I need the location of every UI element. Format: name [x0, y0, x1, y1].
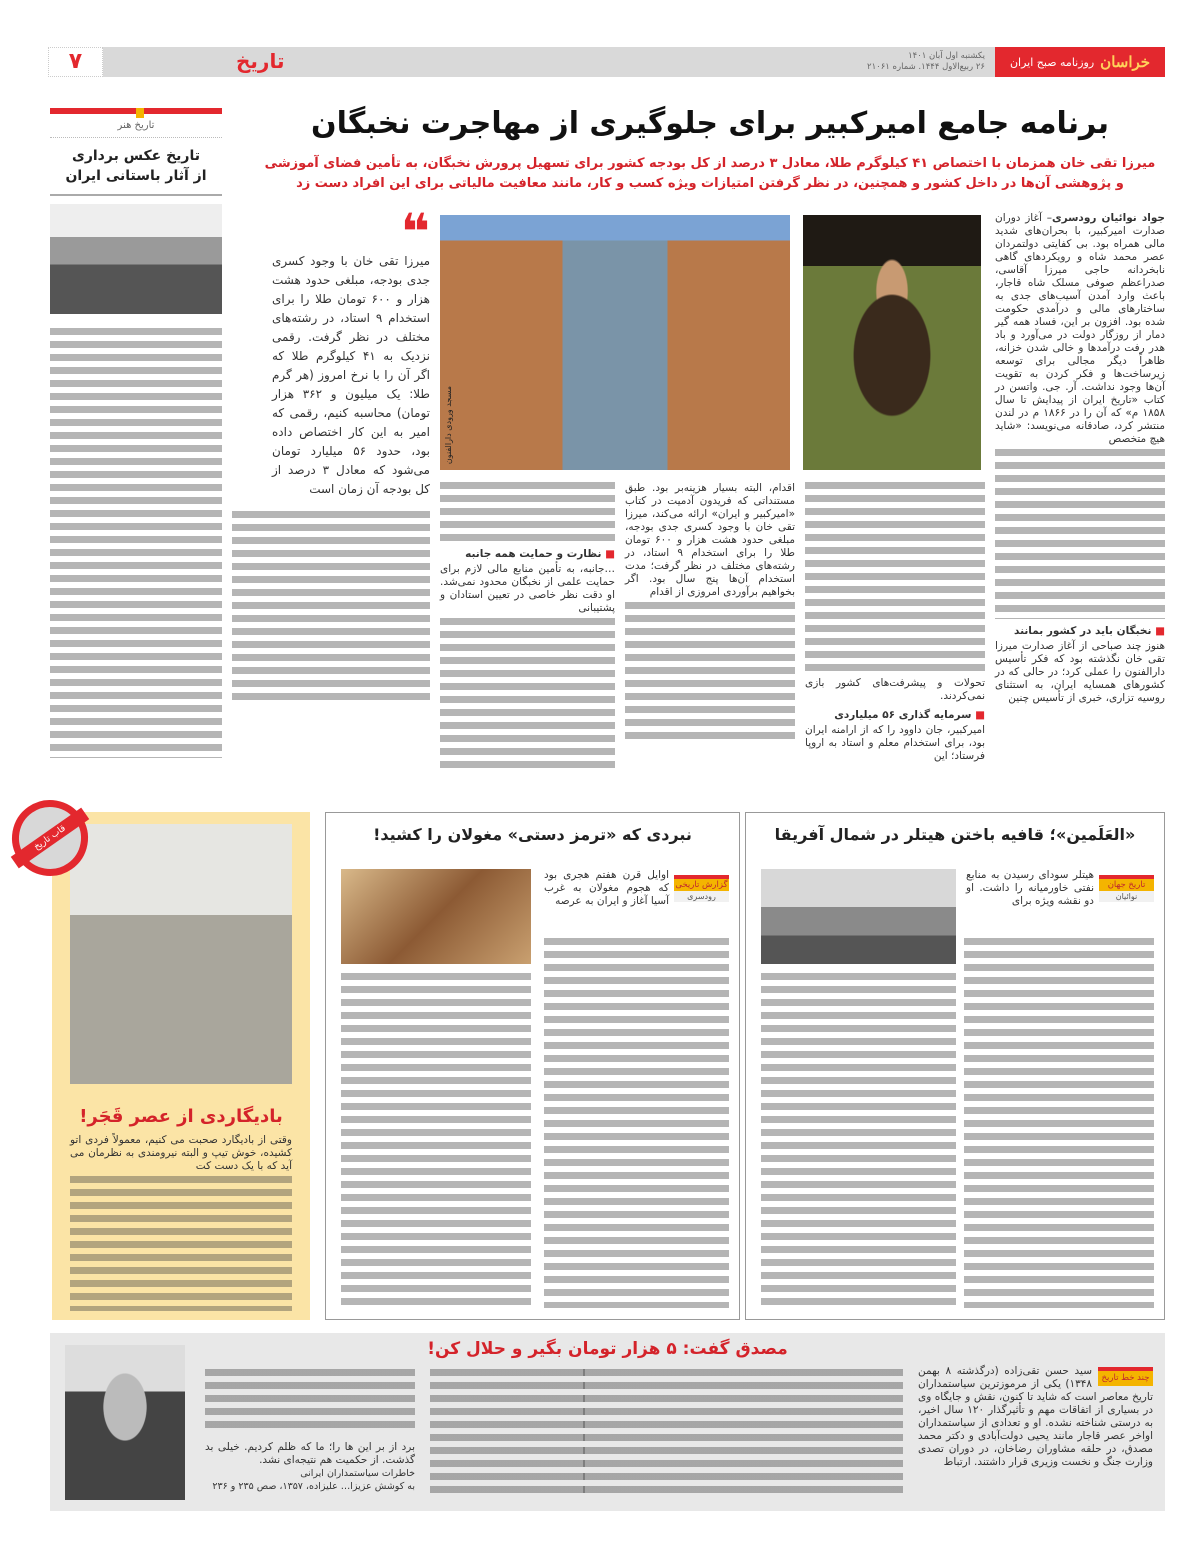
column-text-continued: [995, 449, 1165, 619]
battle-photo: [761, 869, 956, 964]
sidebar-body-text: [50, 328, 222, 758]
section-tag: [674, 875, 729, 902]
left-main-column: [232, 203, 430, 701]
article-body-text: [964, 938, 1154, 1308]
brand-block: [995, 47, 1165, 77]
column-text: امیرکبیر، جان داوود را که از ارامنه ایران بود، برای استخدام معلم و استاد به اروپا فرستاد؛ این: [805, 724, 985, 762]
main-headline: برنامه جامع امیرکبیر برای جلوگیری از مهاجرت نخبگان: [311, 106, 1109, 141]
pull-quote: [272, 203, 430, 499]
page-number: ۷: [48, 47, 103, 77]
mossadegh-photo: [65, 1345, 185, 1500]
stamp-label: قاب تاریخ: [11, 808, 89, 869]
article-lead-text: وقتی از بادیگارد صحبت می کنیم، معمولاً فردی اتو کشیده، خوش تیپ و البته نیرومندی به نظرمان می آید که با یک دست کت: [70, 1134, 292, 1172]
article-column-5: [232, 511, 430, 701]
article-ending: [205, 1441, 415, 1493]
dateline: [867, 51, 985, 73]
article-title: بادیگاردی از عصر قَجَر!: [79, 1106, 283, 1127]
column-text: اقدام، البته بسیار هزینه‌بر بود. طبق مستنداتی که فریدون آدمیت در کتاب «امیرکبیر و ایران» ارائه می‌کند، میرزا تقی خان با وجود کسری جدی بودجه، مبلغی حدود هشت هزار و ۶۰۰ تومان طلا را برای استخدام ۹ استاد، در رشته‌های مختلف در نظر گرفت؛ مدت استخدام آن‌ها پنج سال بود. اگر بخواهیم برآوردی امروزی از اقدام: [625, 482, 796, 598]
subhead: ■ نخبگان باید در کشور بمانند: [995, 625, 1165, 638]
column-text: …جانبه، به تأمین منابع مالی لازم برای حمایت علمی از نخبگان محدود نمی‌شد. او دقت نظر خاصی در تعیین استادان و پشتیبانی: [440, 563, 615, 614]
article-body-text: [544, 938, 729, 1308]
sidebar-title: [50, 146, 222, 186]
section-tag: [1099, 875, 1154, 902]
tag-label: چند خط تاریخ: [1098, 1371, 1153, 1386]
issue-line: ۲۶ ربیع‌الاول ۱۴۴۴. شماره ۲۱۰۶۱: [867, 62, 985, 72]
article-lead-text: هیتلر سودای رسیدن به منابع نفتی خاورمیانه را داشت. او دو نقشه ویژه برای: [966, 869, 1094, 907]
article-title: مصدق گفت: ۵ هزار تومان بگیر و حلال کن!: [427, 1339, 788, 1359]
article-column-2: [805, 482, 985, 763]
quote-icon: ❝: [400, 203, 430, 261]
article-body-text: [341, 973, 531, 1308]
newspaper-logo: خراسان: [1100, 53, 1151, 71]
article-lead-text: اوایل قرن هفتم هجری بود که هجوم مغولان به غرب آسیا آغاز و ایران به عرصه: [544, 869, 669, 907]
tag-label: تاریخ جهان: [1099, 879, 1154, 891]
title-line: از آثار باستانی ایران: [65, 168, 207, 184]
article-title: «العَلَمین»؛ قافیه باختن هیتلر در شمال آفریقا: [774, 825, 1136, 844]
article-body-text: [70, 1176, 292, 1311]
article-lead-text: سید حسن تقی‌زاده (درگذشته ۸ بهمن ۱۳۴۸) یکی از مرموزترین سیاستمداران تاریخ معاصر است که شاید تا کنون، نقش و جایگاه وی در بسیاری از اتفاقات مهم و تأثیرگذار ۱۲۰ سال اخیر، به درستی شناخته نشده. او و تعدادی از سیاستمداران اواخر عصر قاجار مانند یحیی دولت‌آبادی و دکتر محمد مصدق، در حلقه مشاوران رضاخان، در دوران تصدی وزارت جنگ و نخست وزیری قرار داشتند. ارتباط: [918, 1365, 1153, 1468]
mongol-battle-painting: [341, 869, 531, 964]
section-bar: [50, 108, 222, 114]
article-body: [70, 1134, 292, 1311]
amirkabir-portrait: [803, 215, 981, 470]
brand-tagline: روزنامه صبح ایران: [1009, 55, 1095, 69]
tag-label: گزارش تاریخی: [675, 880, 728, 890]
sidebar-kicker: تاریخ هنر: [50, 114, 222, 138]
column-text: – آغاز دوران صدارت امیرکبیر، با بحران‌های شدید مالی همراه بود. بی کفایتی دولتمردان عصر محمد شاه و رویکردهای گاهی نابخردانه حاجی میرزا آقاسی، صدراعظم صوفی مسلک شاه قاجار، باعث وارد آمدن آسیب‌های جدی به ساختارهای مالی و درآمدی حکومت شده بود. افزون بر این، فساد همه گیر دمار از روزگار دولت در می‌آورد و باد هدر رفت درآمدها و خالی شدن خزانه، ظاهراً دیگر مجالی برای توسعه زیرساخت‌ها و فکر کردن به تقویت آن‌ها وجود نداشت. آر. جی. واتسن در کتاب «تاریخ ایران از پیدایش تا سال ۱۸۵۸ م» که آن را در ۱۸۶۶ م در لندن منتشر کرد، صادقانه می‌نویسد: «شاید هیچ متخصص: [995, 212, 1165, 445]
qajar-bodyguard-photo: [70, 824, 292, 1084]
tag-author: رودسری: [674, 891, 729, 902]
mossadegh-article: [50, 1333, 1165, 1511]
tag-author: نوائیان: [1099, 891, 1154, 902]
pull-quote-text: میرزا تقی خان با وجود کسری جدی بودجه، مبلغی حدود هشت هزار و ۶۰۰ تومان طلا را برای استخدام ۹ استاد، در رشته‌های مختلف در نظر گرفت. رقمی نزدیک به ۴۱ کیلوگرم طلا که اگر آن را با نرخ امروز (هر گرم طلا: یک میلیون و ۳۶۲ هزار تومان) محاسبه کنیم، رقمی که امیر به این کار اختصاص داده بود، حدود ۵۶ میلیارد تومان می‌شود که معادل ۳ درصد از کل بودجه آن زمان است: [272, 254, 430, 496]
article-lead: [918, 1365, 1153, 1469]
article-end-text: برد از بر این ها را؛ ما که ظلم کردیم. خیلی بد گذشت. از حکمیت هم نتیجه‌ای نشد.: [205, 1441, 415, 1466]
section-title: تاریخ: [236, 49, 285, 73]
column-text: تحولات و پیشرفت‌های کشور بازی نمی‌کردند.: [805, 677, 985, 702]
sidebar-article: [50, 108, 222, 758]
column-text-continued: [440, 618, 615, 768]
column-text: [440, 482, 615, 542]
column-text-continued: [625, 602, 795, 742]
article-column-3: [625, 482, 795, 742]
alamein-article: [745, 812, 1165, 1320]
photo-caption: مسجد ورودی دارالفنون: [444, 385, 453, 464]
bodyguard-article: [52, 812, 310, 1320]
article-title: نبردی که «ترمز دستی» مغولان را کشید!: [373, 825, 692, 844]
darolfonun-building-photo: [440, 215, 790, 470]
title-line: تاریخ عکس برداری: [71, 148, 200, 164]
mongols-article: [325, 812, 740, 1320]
column-text: [805, 482, 985, 677]
lead-paragraph: میرزا تقی خان همزمان با اختصاص ۴۱ کیلوگرم طلا، معادل ۳ درصد از کل بودجه کشور برای تسهیل پرورش نخبگان، به تأمین فضای آموزشی و پژوهشی آن‌ها در داخل کشور و همچنین، در نظر گرفتن امتیازات ویژه کسب و کار، مانند معافیت مالیاتی برای این افراد دست زد: [264, 156, 1156, 191]
source-title: خاطرات سیاستمداران ایرانی: [300, 1468, 415, 1479]
article-column-4: [440, 482, 615, 768]
source-detail: به کوشش عزیزا… علیزاده، ۱۳۵۷، صص ۲۳۵ و ۲۳۶: [212, 1481, 415, 1492]
section-tag: [1098, 1367, 1153, 1386]
subhead: ■ نظارت و حمایت همه جانبه: [440, 548, 615, 561]
subhead: ■ سرمایه گذاری ۵۶ میلیاردی: [805, 709, 985, 722]
article-body-text: [205, 1369, 415, 1434]
column-text: هنوز چند صباحی از آغاز صدارت میرزا تقی خان نگذشته بود که فکر تأسیس دارالفنون را عملی کرد؛ در حالی که در کشورهای همسایه ایران، به استثنای روسیه تزاری، خبری از تأسیس چنین: [995, 640, 1165, 704]
persepolis-photo: [50, 204, 222, 314]
date-line: یکشنبه اول آبان ۱۴۰۱: [908, 51, 985, 61]
masthead-bar: [48, 47, 1165, 77]
article-body-text: [761, 973, 956, 1308]
article-column-1: [995, 212, 1165, 705]
byline: جواد نوائیان رودسری: [1051, 212, 1165, 224]
article-body-text: [583, 1369, 903, 1497]
article-body-text: [430, 1369, 585, 1497]
